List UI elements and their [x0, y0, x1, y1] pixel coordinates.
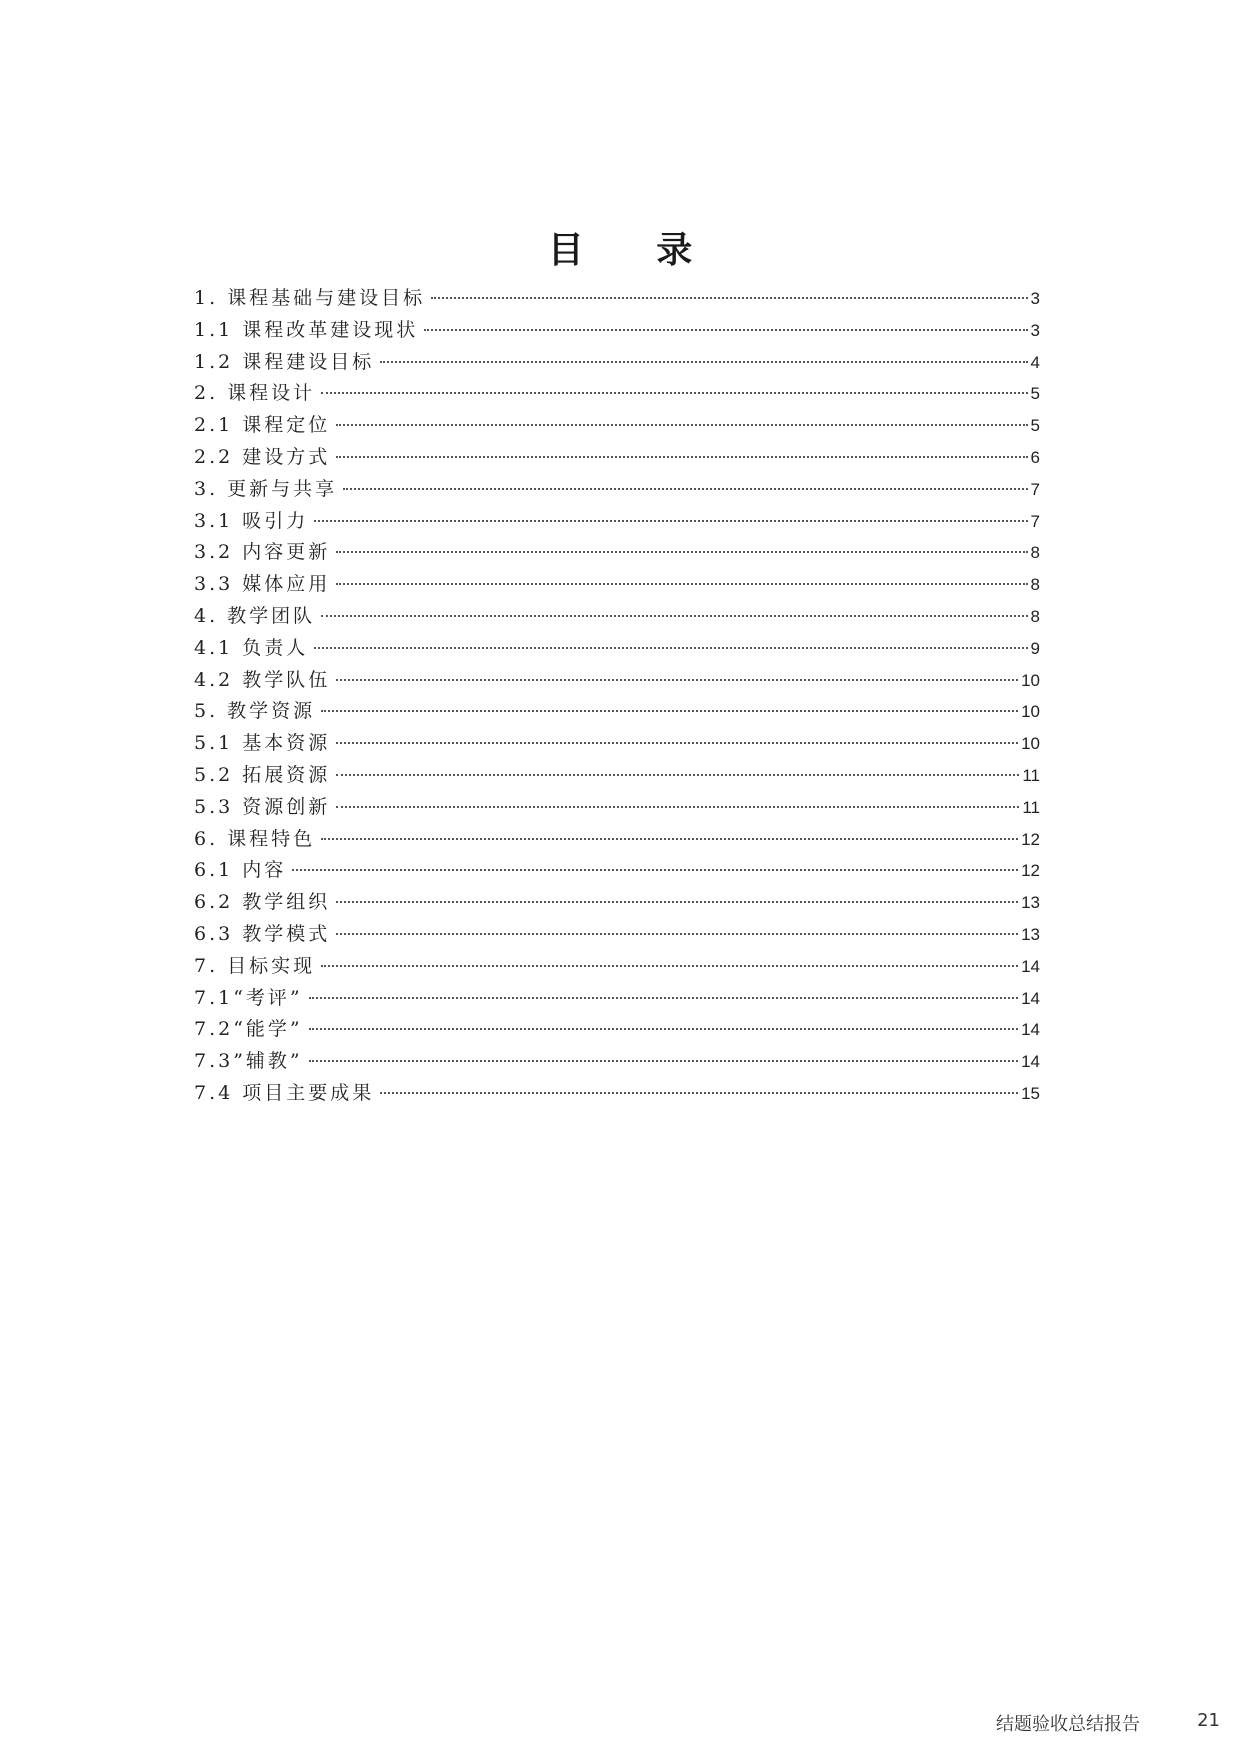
- toc-leader-dots: [314, 520, 1027, 522]
- toc-entry-label: 5.3 资源创新: [194, 795, 331, 818]
- toc-leader-dots: [336, 774, 1019, 776]
- toc-entry-label: 3.2 内容更新: [194, 541, 331, 564]
- toc-leader-dots: [321, 710, 1018, 712]
- toc-entry[interactable]: [194, 1078, 1040, 1110]
- toc-entry-page: 5: [1030, 384, 1040, 404]
- toc-leader-dots: [336, 679, 1018, 681]
- toc-entry[interactable]: [194, 760, 1040, 792]
- toc-entry-page: 7: [1030, 479, 1040, 499]
- toc-title: 目 录: [547, 229, 723, 271]
- toc-leader-dots: [321, 838, 1018, 840]
- toc-entry-page: 10: [1021, 734, 1040, 754]
- toc-entry-page: 8: [1030, 575, 1040, 595]
- toc-entry-label: 4.1 负责人: [194, 636, 309, 659]
- toc-entry-page: 6: [1030, 447, 1040, 467]
- toc-entry[interactable]: [194, 887, 1040, 919]
- toc-leader-dots: [309, 1028, 1018, 1030]
- toc-leader-dots: [431, 297, 1027, 299]
- toc-entry[interactable]: [194, 824, 1040, 856]
- toc-entry[interactable]: [194, 792, 1040, 824]
- toc-entry-label: 3.1 吸引力: [194, 509, 309, 532]
- toc-entry[interactable]: [194, 633, 1040, 665]
- toc-entry[interactable]: [194, 665, 1040, 697]
- toc-entry-label: 6.3 教学模式: [194, 922, 331, 945]
- toc-leader-dots: [292, 869, 1018, 871]
- toc-entry[interactable]: [194, 569, 1040, 601]
- toc-entry-page: 10: [1021, 702, 1040, 722]
- toc-leader-dots: [314, 647, 1027, 649]
- toc-entry[interactable]: [194, 951, 1040, 983]
- toc-entry-label: 7.1“考评”: [194, 986, 303, 1009]
- toc-entry-page: 8: [1030, 543, 1040, 563]
- toc-entry-page: 8: [1030, 606, 1040, 626]
- toc-entry-label: 6.1 内容: [194, 859, 287, 882]
- toc-list: [194, 283, 1040, 1110]
- toc-entry-label: 1.2 课程建设目标: [194, 350, 375, 373]
- toc-entry-label: 4.2 教学队伍: [194, 668, 331, 691]
- toc-entry-page: 11: [1022, 765, 1040, 785]
- page-footer: [0, 1710, 1240, 1740]
- toc-leader-dots: [321, 615, 1027, 617]
- toc-entry-page: 7: [1030, 511, 1040, 531]
- toc-entry-page: 5: [1030, 416, 1040, 436]
- footer-page-number: 21: [1197, 1710, 1220, 1731]
- toc-entry-label: 3.3 媒体应用: [194, 573, 331, 596]
- toc-entry-label: 2.1 课程定位: [194, 414, 331, 437]
- toc-entry-label: 2. 课程设计: [194, 382, 316, 405]
- toc-entry[interactable]: [194, 1014, 1040, 1046]
- toc-entry[interactable]: [194, 1046, 1040, 1078]
- toc-entry[interactable]: [194, 315, 1040, 347]
- toc-entry[interactable]: [194, 378, 1040, 410]
- toc-entry-label: 7.2“能学”: [194, 1018, 303, 1041]
- toc-entry-page: 14: [1021, 1052, 1040, 1072]
- toc-leader-dots: [321, 392, 1027, 394]
- toc-entry-label: 5. 教学资源: [194, 700, 316, 723]
- toc-entry-page: 12: [1021, 861, 1040, 881]
- toc-leader-dots: [309, 1060, 1018, 1062]
- toc-leader-dots: [309, 997, 1018, 999]
- toc-entry[interactable]: [194, 442, 1040, 474]
- toc-entry-label: 5.2 拓展资源: [194, 763, 331, 786]
- toc-leader-dots: [336, 933, 1018, 935]
- toc-leader-dots: [336, 551, 1027, 553]
- toc-leader-dots: [424, 329, 1027, 331]
- toc-entry-label: 7. 目标实现: [194, 954, 316, 977]
- toc-entry[interactable]: [194, 601, 1040, 633]
- toc-leader-dots: [336, 806, 1019, 808]
- toc-entry-page: 14: [1021, 1020, 1040, 1040]
- toc-entry[interactable]: [194, 410, 1040, 442]
- toc-entry-page: 13: [1021, 893, 1040, 913]
- toc-entry[interactable]: [194, 728, 1040, 760]
- toc-entry-label: 3. 更新与共享: [194, 477, 338, 500]
- toc-entry-page: 11: [1022, 797, 1040, 817]
- toc-entry-label: 4. 教学团队: [194, 604, 316, 627]
- toc-entry[interactable]: [194, 283, 1040, 315]
- toc-entry-page: 4: [1030, 352, 1040, 372]
- toc-leader-dots: [336, 583, 1027, 585]
- toc-entry-page: 9: [1030, 638, 1040, 658]
- toc-leader-dots: [321, 965, 1018, 967]
- toc-leader-dots: [336, 424, 1027, 426]
- toc-entry-page: 12: [1021, 829, 1040, 849]
- toc-entry[interactable]: [194, 474, 1040, 506]
- toc-leader-dots: [336, 742, 1018, 744]
- toc-entry-page: 3: [1030, 320, 1040, 340]
- toc-entry-label: 2.2 建设方式: [194, 445, 331, 468]
- toc-entry[interactable]: [194, 506, 1040, 538]
- toc-leader-dots: [380, 361, 1027, 363]
- toc-entry[interactable]: [194, 919, 1040, 951]
- toc-entry-page: 14: [1021, 956, 1040, 976]
- toc-entry-label: 5.1 基本资源: [194, 732, 331, 755]
- toc-leader-dots: [336, 456, 1027, 458]
- toc-entry-page: 3: [1030, 289, 1040, 308]
- toc-leader-dots: [380, 1092, 1018, 1094]
- toc-entry-label: 6. 课程特色: [194, 827, 316, 850]
- toc-entry-label: 1.1 课程改革建设现状: [194, 318, 419, 341]
- toc-entry-label: 6.2 教学组织: [194, 891, 331, 914]
- toc-entry[interactable]: [194, 855, 1040, 887]
- toc-entry-page: 13: [1021, 924, 1040, 944]
- footer-report-title: 结题验收总结报告: [996, 1714, 1140, 1735]
- toc-entry-label: 1. 课程基础与建设目标: [194, 287, 426, 309]
- toc-entry-page: 10: [1021, 670, 1040, 690]
- toc-entry[interactable]: [194, 983, 1040, 1015]
- toc-entry-page: 14: [1021, 988, 1040, 1008]
- toc-leader-dots: [336, 901, 1018, 903]
- toc-entry[interactable]: [194, 537, 1040, 569]
- toc-entry-label: 7.4 项目主要成果: [194, 1081, 375, 1104]
- toc-entry[interactable]: [194, 696, 1040, 728]
- toc-leader-dots: [343, 488, 1027, 490]
- toc-entry-page: 15: [1021, 1083, 1040, 1103]
- toc-entry-label: 7.3”辅教”: [194, 1050, 303, 1073]
- toc-entry[interactable]: [194, 347, 1040, 379]
